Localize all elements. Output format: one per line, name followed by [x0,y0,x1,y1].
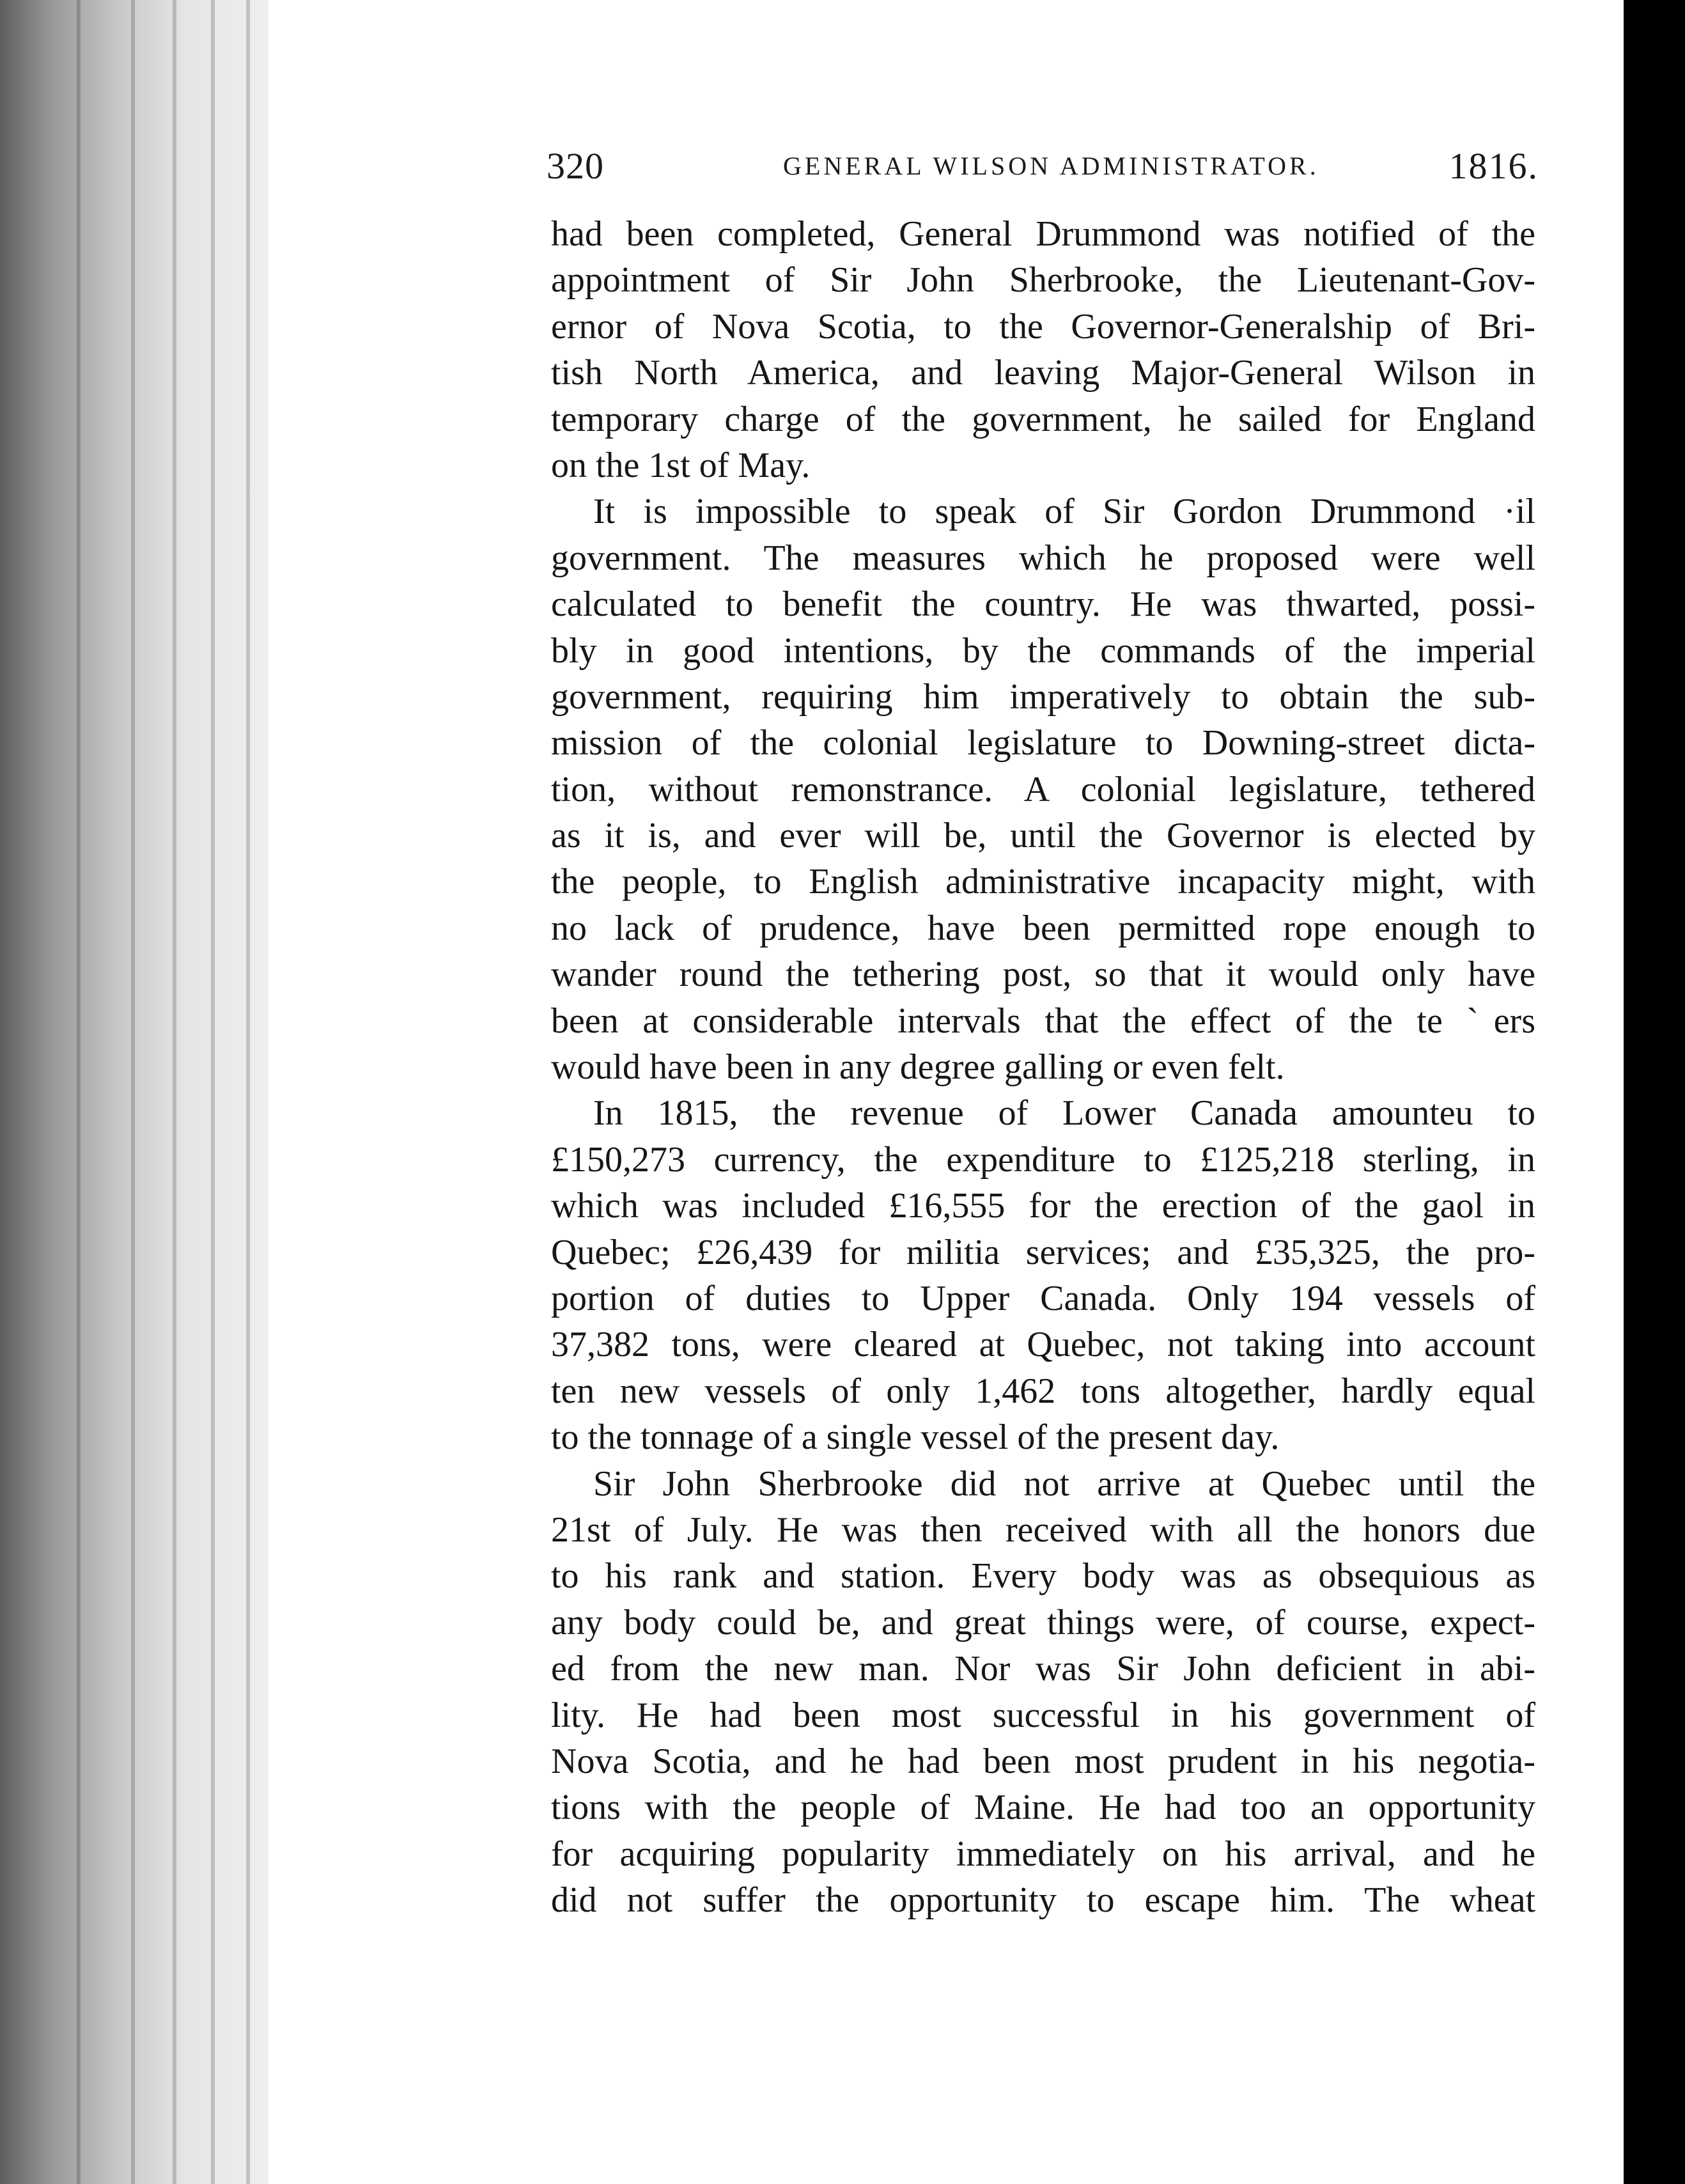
text-line: appointment of Sir John Sherbrooke, the Lieutenant-Gov- [551,260,1535,300]
text-line: government, requiring him imperatively to obtain the sub- [551,676,1535,717]
text-line: It is impossible to speak of Sir Gordon Drummond ·il [593,492,1535,532]
text-line: portion of duties to Upper Canada. Only 194 vessels of [551,1278,1535,1318]
text-line: government. The measures which he proposed were well [551,538,1535,578]
text-line: which was included £16,555 for the erection of the gaol in [551,1186,1535,1226]
text-line: lity. He had been most successful in his government of [551,1695,1535,1735]
header-year: 1816. [1448,145,1539,187]
text-line: any body could be, and great things were, of course, expect- [551,1602,1535,1642]
text-line: calculated to benefit the country. He was thwarted, possi- [551,584,1535,625]
text-line: did not suffer the opportunity to escape him. The wheat [551,1880,1535,1921]
text-line: temporary charge of the government, he sailed for England [551,399,1535,439]
text-line: ed from the new man. Nor was Sir John deficient in abi- [551,1649,1535,1689]
text-line: wander round the tethering post, so that it would only have [551,955,1535,995]
text-line: 21st of July. He was then received with all the honors due [551,1509,1535,1550]
text-line: to his rank and station. Every body was as obsequious as [551,1556,1535,1596]
text-line: tish North America, and leaving Major-General Wilson in [551,353,1535,393]
text-line: tion, without remonstrance. A colonial legislature, tethered [551,769,1535,809]
page-number: 320 [547,145,604,187]
text-line: on the 1st of May. [551,445,811,485]
text-line: no lack of prudence, have been permitted rope enough to [551,908,1535,948]
text-line: would have been in any degree galling or even felt. [551,1047,1285,1088]
text-line: the people, to English administrative incapacity might, with [551,862,1535,902]
text-line: tions with the people of Maine. He had too an opportunity [551,1788,1535,1828]
text-line: ernor of Nova Scotia, to the Governor-Generalship of Bri- [551,306,1535,347]
text-line: been at considerable intervals that the effect of the te ˋers [551,1001,1535,1041]
running-header [547,144,1539,196]
running-title: GENERAL WILSON ADMINISTRATOR. [783,152,1319,180]
text-line: In 1815, the revenue of Lower Canada amounteu to [593,1093,1535,1134]
text-line: ten new vessels of only 1,462 tons altogether, hardly equal [551,1371,1535,1411]
page-edge-line [173,0,176,2184]
text-line: to the tonnage of a single vessel of the present day. [551,1417,1280,1458]
text-line: as it is, and ever will be, until the Governor is elected by [551,816,1535,856]
text-line: bly in good intentions, by the commands of the imperial [551,630,1535,671]
scan-background [1624,0,1685,2184]
book-page-edges [0,0,268,2184]
page-edge-line [246,0,250,2184]
page-edge-line [77,0,81,2184]
text-line: Nova Scotia, and he had been most prudent in his negotia- [551,1741,1535,1781]
text-line: mission of the colonial legislature to Downing-street dicta- [551,723,1535,763]
text-line: Quebec; £26,439 for militia services; and £35,325, the pro- [551,1232,1535,1272]
text-line: for acquiring popularity immediately on his arrival, and he [551,1834,1535,1874]
page-edge-line [131,0,135,2184]
text-line: had been completed, General Drummond was notified of the [551,214,1535,254]
text-line: £150,273 currency, the expenditure to £125,218 sterling, in [551,1139,1535,1180]
page-edge-line [211,0,215,2184]
text-line: 37,382 tons, were cleared at Quebec, not taking into account [551,1325,1535,1365]
text-line: Sir John Sherbrooke did not arrive at Quebec until the [593,1463,1535,1504]
body-text [551,211,1535,1923]
